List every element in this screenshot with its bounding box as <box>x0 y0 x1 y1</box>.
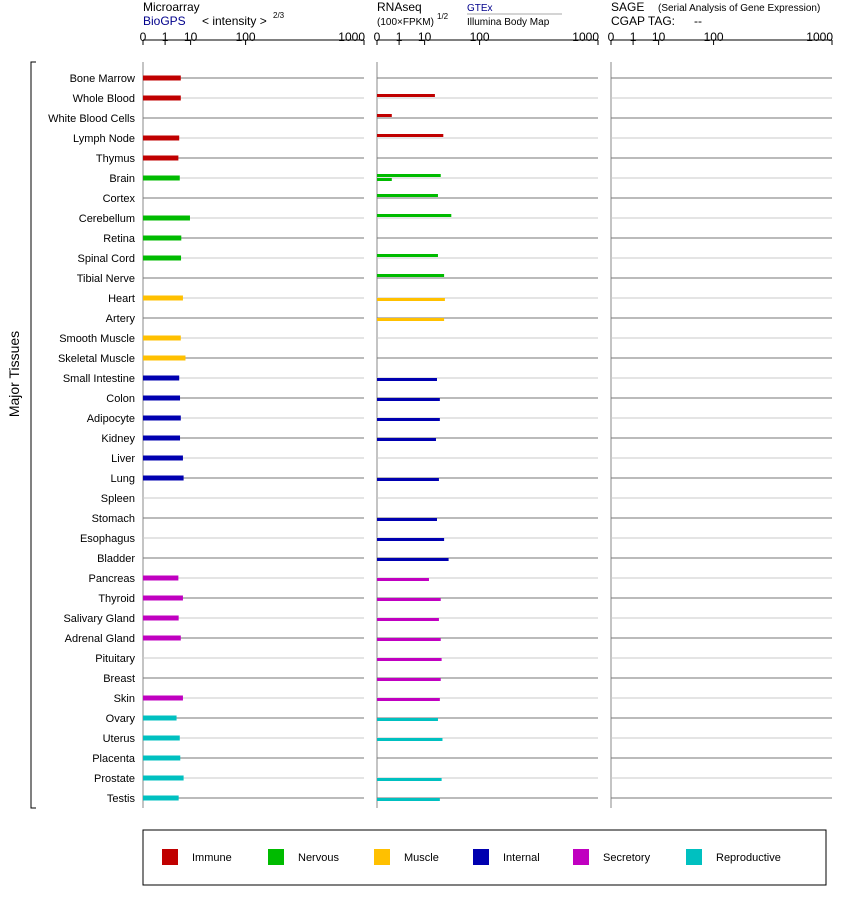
illumina-bar <box>377 418 440 421</box>
gtex-bar <box>377 274 444 277</box>
illumina-bar <box>377 478 439 481</box>
tissue-label: Esophagus <box>79 533 135 545</box>
gtex-bar <box>377 214 451 217</box>
tissue-label: Tibial Nerve <box>76 273 135 285</box>
tissue-label: Cerebellum <box>78 213 135 225</box>
intensity-exponent: 2/3 <box>273 11 285 20</box>
legend-label: Muscle <box>404 852 439 864</box>
illumina-bar <box>377 538 444 541</box>
tissue-label: Pituitary <box>95 653 135 665</box>
tissue-label: Prostate <box>94 773 135 785</box>
illumina-bar <box>377 778 442 781</box>
y-axis-bracket <box>31 62 36 808</box>
tissue-label: Heart <box>108 293 135 305</box>
gtex-label[interactable]: GTEx <box>467 3 493 14</box>
biogps-bar <box>143 216 190 221</box>
biogps-bar <box>143 136 179 141</box>
illumina-bar <box>377 298 445 301</box>
legend-swatch <box>268 849 284 865</box>
illumina-bar <box>377 378 437 381</box>
gtex-bar <box>377 174 441 177</box>
tissue-label: Small Intestine <box>62 373 135 385</box>
legend-label: Secretory <box>603 852 651 864</box>
tissue-label: Adipocyte <box>86 413 135 425</box>
biogps-bar <box>143 416 181 421</box>
biogps-label[interactable]: BioGPS <box>143 14 186 28</box>
tick-label: 1000 <box>572 30 599 44</box>
biogps-bar <box>143 696 183 701</box>
tissue-label: White Blood Cells <box>48 113 135 125</box>
tick-label: 100 <box>703 30 724 44</box>
tissue-label: Whole Blood <box>72 93 135 105</box>
tissue-label: Stomach <box>91 513 135 525</box>
tick-label: 1 <box>629 30 637 44</box>
biogps-bar <box>143 596 183 601</box>
tissue-label: Ovary <box>105 713 135 725</box>
biogps-bar <box>143 156 178 161</box>
illumina-bar <box>377 578 429 581</box>
illumina-label[interactable]: Illumina Body Map <box>467 17 550 28</box>
illumina-bar <box>377 178 392 181</box>
tick-label: 100 <box>469 30 490 44</box>
legend-swatch <box>374 849 390 865</box>
tissue-label: Bladder <box>97 553 135 565</box>
tissue-label: Pancreas <box>88 573 135 585</box>
biogps-bar <box>143 796 179 801</box>
tissue-label: Skin <box>113 693 135 705</box>
legend-label: Immune <box>192 852 232 864</box>
biogps-bar <box>143 616 179 621</box>
legend-swatch <box>686 849 702 865</box>
tick-label: 0 <box>139 30 147 44</box>
illumina-bar <box>377 398 440 401</box>
tick-label: 10 <box>183 30 198 44</box>
biogps-bar <box>143 256 181 261</box>
gtex-bar <box>377 254 438 257</box>
panel-axes <box>140 30 834 808</box>
illumina-bar <box>377 698 440 701</box>
tissue-label: Placenta <box>92 753 135 765</box>
gtex-bar <box>377 94 435 97</box>
biogps-bar <box>143 356 185 361</box>
illumina-bar <box>377 638 441 641</box>
tick-label: 10 <box>651 30 666 44</box>
gtex-bar <box>377 114 392 117</box>
illumina-bar <box>377 518 437 521</box>
biogps-bar <box>143 376 179 381</box>
microarray-title: Microarray <box>143 0 200 14</box>
illumina-bar <box>377 658 442 661</box>
tick-label: 1000 <box>338 30 365 44</box>
tissue-label: Artery <box>105 313 135 325</box>
tissue-label: Bone Marrow <box>69 73 135 85</box>
tissue-label: Lymph Node <box>73 133 135 145</box>
biogps-bar <box>143 76 181 81</box>
tissue-label: Lung <box>110 473 135 485</box>
tissue-label: Spleen <box>100 493 135 505</box>
tick-label: 1 <box>161 30 169 44</box>
sage-header <box>611 0 820 28</box>
biogps-bar <box>143 636 181 641</box>
intensity-label: < intensity > <box>202 14 267 28</box>
fpkm-unit: (100×FPKM) <box>377 17 434 28</box>
illumina-bar <box>377 718 438 721</box>
biogps-bar <box>143 776 184 781</box>
legend-swatch <box>162 849 178 865</box>
biogps-bar <box>143 396 180 401</box>
biogps-bar <box>143 736 180 741</box>
tissue-label: Thymus <box>95 153 135 165</box>
legend-label: Reproductive <box>716 852 781 864</box>
illumina-bar <box>377 598 441 601</box>
tissue-label: Cortex <box>102 193 135 205</box>
illumina-bar <box>377 438 436 441</box>
tissue-label: Salivary Gland <box>63 613 135 625</box>
biogps-bar <box>143 576 178 581</box>
tissue-label: Testis <box>106 793 135 805</box>
biogps-bar <box>143 236 181 241</box>
cgap-tag-label: CGAP TAG: <box>611 14 676 28</box>
tissue-label: Skeletal Muscle <box>57 353 135 365</box>
tissue-label: Smooth Muscle <box>59 333 135 345</box>
tick-label: 0 <box>607 30 615 44</box>
tissue-label: Thyroid <box>98 593 135 605</box>
sage-subtitle: (Serial Analysis of Gene Expression) <box>658 3 821 14</box>
cgap-tag-value: -- <box>694 14 702 28</box>
illumina-bar <box>377 318 444 321</box>
biogps-bar <box>143 176 180 181</box>
tissue-label: Adrenal Gland <box>64 633 135 645</box>
microarray-header <box>143 0 285 28</box>
rnaseq-header <box>377 0 562 28</box>
tissue-label: Brain <box>109 173 135 185</box>
tick-label: 1 <box>395 30 403 44</box>
legend-swatch <box>573 849 589 865</box>
tick-label: 100 <box>235 30 256 44</box>
tissue-label: Colon <box>106 393 135 405</box>
tick-label: 1000 <box>806 30 833 44</box>
legend-label: Nervous <box>298 852 339 864</box>
tissue-label: Kidney <box>101 433 135 445</box>
y-axis-title: Major Tissues <box>6 330 22 418</box>
tissue-label: Spinal Cord <box>77 253 135 265</box>
biogps-bar <box>143 96 181 101</box>
biogps-bar <box>143 476 184 481</box>
tissue-label: Liver <box>111 453 135 465</box>
illumina-bar <box>377 558 449 561</box>
biogps-bar <box>143 756 180 761</box>
tissue-label: Breast <box>103 673 135 685</box>
rnaseq-title: RNAseq <box>377 0 422 14</box>
illumina-bar <box>377 618 439 621</box>
tissue-label: Uterus <box>102 733 135 745</box>
legend-label: Internal <box>503 852 540 864</box>
biogps-bar <box>143 436 180 441</box>
biogps-bar <box>143 296 183 301</box>
fpkm-exponent: 1/2 <box>437 12 449 21</box>
sage-title: SAGE <box>611 0 645 14</box>
biogps-bar <box>143 336 181 341</box>
gtex-bar <box>377 134 443 137</box>
tick-label: 0 <box>373 30 381 44</box>
legend-swatch <box>473 849 489 865</box>
tick-label: 10 <box>417 30 432 44</box>
illumina-bar <box>377 798 440 801</box>
tissue-label: Retina <box>103 233 135 245</box>
biogps-bar <box>143 456 183 461</box>
gtex-bar <box>377 194 438 197</box>
illumina-bar <box>377 738 442 741</box>
biogps-bar <box>143 716 177 721</box>
illumina-bar <box>377 678 441 681</box>
